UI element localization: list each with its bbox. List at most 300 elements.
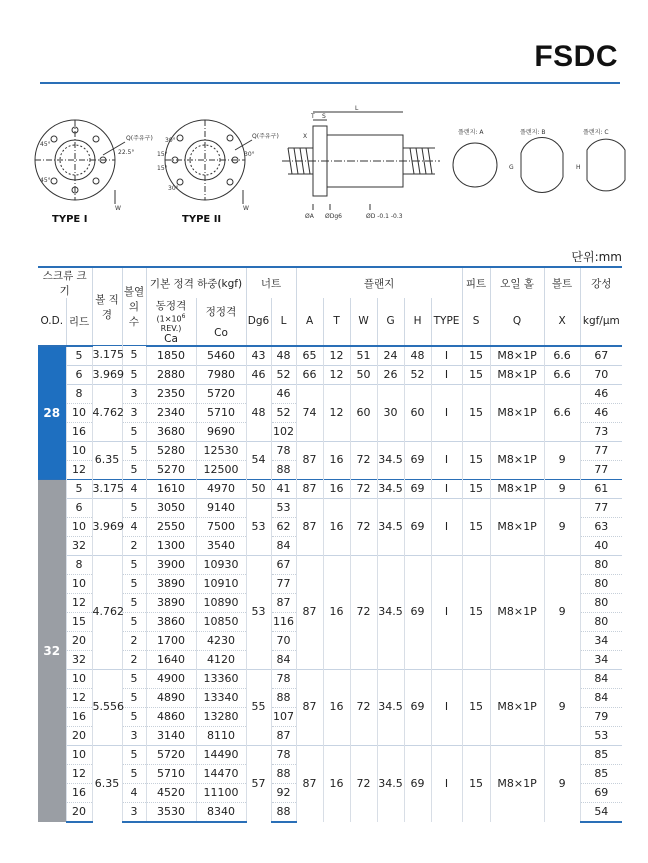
od-cell: 28 bbox=[38, 346, 66, 480]
spec-table bbox=[38, 266, 622, 823]
header-dynamic-load bbox=[146, 298, 196, 346]
ball-rows-cell: 5 bbox=[122, 707, 146, 726]
ball-rows-cell: 5 bbox=[122, 745, 146, 764]
stiffness-cell: 63 bbox=[580, 517, 622, 536]
header-stiffness: 강성 bbox=[580, 267, 622, 298]
l-cell: 77 bbox=[271, 574, 296, 593]
stiffness-cell: 80 bbox=[580, 612, 622, 631]
lead-cell: 16 bbox=[66, 707, 92, 726]
dimension-x-label: X bbox=[303, 133, 308, 140]
w-dimension-label: W bbox=[243, 205, 249, 212]
stiffness-cell: 61 bbox=[580, 479, 622, 498]
type-cell: I bbox=[431, 498, 462, 555]
dg6-cell: 53 bbox=[246, 555, 271, 669]
ca-cell: 3890 bbox=[146, 593, 196, 612]
l-cell: 84 bbox=[271, 536, 296, 555]
stiffness-cell: 85 bbox=[580, 764, 622, 783]
lead-cell: 8 bbox=[66, 555, 92, 574]
q-cell: M8×1P bbox=[490, 498, 544, 555]
ball-rows-cell: 2 bbox=[122, 631, 146, 650]
angle-label: 22.5° bbox=[118, 149, 135, 156]
ca-cell: 3900 bbox=[146, 555, 196, 574]
lead-cell: 10 bbox=[66, 669, 92, 688]
header-bolt: 볼트 bbox=[544, 267, 580, 298]
t-cell: 12 bbox=[323, 365, 350, 384]
lead-cell: 8 bbox=[66, 384, 92, 403]
l-cell: 88 bbox=[271, 764, 296, 783]
dimension-l-label: L bbox=[355, 105, 359, 112]
q-cell: M8×1P bbox=[490, 479, 544, 498]
co-cell: 10910 bbox=[196, 574, 246, 593]
g-cell: 30 bbox=[377, 384, 404, 441]
g-cell: 34.5 bbox=[377, 441, 404, 479]
ca-cell: 4900 bbox=[146, 669, 196, 688]
s-cell: 15 bbox=[462, 479, 490, 498]
type2-label: TYPE II bbox=[182, 214, 222, 225]
ca-cell: 5720 bbox=[146, 745, 196, 764]
ca-cell: 1850 bbox=[146, 346, 196, 366]
lead-cell: 20 bbox=[66, 631, 92, 650]
ball-rows-cell: 2 bbox=[122, 536, 146, 555]
q-cell: M8×1P bbox=[490, 384, 544, 441]
header-h: H bbox=[404, 298, 431, 346]
l-cell: 53 bbox=[271, 498, 296, 517]
ball-rows-cell: 5 bbox=[122, 460, 146, 479]
technical-drawing bbox=[30, 100, 630, 235]
l-cell: 107 bbox=[271, 707, 296, 726]
ball-dia-cell: 3.175 bbox=[92, 346, 122, 366]
co-cell: 10890 bbox=[196, 593, 246, 612]
angle-label: 45° bbox=[40, 177, 51, 184]
ball-rows-cell: 5 bbox=[122, 498, 146, 517]
stiffness-cell: 67 bbox=[580, 346, 622, 366]
l-cell: 116 bbox=[271, 612, 296, 631]
s-cell: 15 bbox=[462, 745, 490, 822]
l-cell: 92 bbox=[271, 783, 296, 802]
g-cell: 24 bbox=[377, 346, 404, 366]
h-cell: 69 bbox=[404, 669, 431, 745]
stiffness-cell: 54 bbox=[580, 802, 622, 822]
dimension-d-label: ØD -0.1 -0.3 bbox=[366, 213, 403, 220]
lead-cell: 16 bbox=[66, 422, 92, 441]
header-nut: 너트 bbox=[246, 267, 296, 298]
g-cell: 34.5 bbox=[377, 669, 404, 745]
dg6-cell: 57 bbox=[246, 745, 271, 822]
ball-dia-cell: 5.556 bbox=[92, 669, 122, 745]
co-cell: 5720 bbox=[196, 384, 246, 403]
w-cell: 51 bbox=[350, 346, 377, 366]
stiffness-cell: 85 bbox=[580, 745, 622, 764]
w-cell: 72 bbox=[350, 745, 377, 822]
header-l: L bbox=[271, 298, 296, 346]
static-label: 정정격 bbox=[205, 305, 237, 318]
co-cell: 10850 bbox=[196, 612, 246, 631]
header-a: A bbox=[296, 298, 323, 346]
co-cell: 10930 bbox=[196, 555, 246, 574]
header-lead: 리드 bbox=[66, 298, 92, 346]
stiffness-cell: 77 bbox=[580, 460, 622, 479]
ca-cell: 4890 bbox=[146, 688, 196, 707]
angle-label: 30° bbox=[168, 185, 179, 192]
co-cell: 12500 bbox=[196, 460, 246, 479]
header-oil-hole: 오일 홀 bbox=[490, 267, 544, 298]
stiffness-cell: 80 bbox=[580, 574, 622, 593]
w-dimension-label: W bbox=[115, 205, 121, 212]
header-g: G bbox=[377, 298, 404, 346]
l-cell: 78 bbox=[271, 669, 296, 688]
l-cell: 84 bbox=[271, 650, 296, 669]
flange-b-label: 플랜지: B bbox=[520, 129, 546, 136]
table-row bbox=[38, 384, 622, 403]
l-cell: 67 bbox=[271, 555, 296, 574]
lead-cell: 5 bbox=[66, 479, 92, 498]
flange-a-drawing bbox=[453, 143, 497, 187]
header-s: S bbox=[462, 298, 490, 346]
lead-cell: 12 bbox=[66, 688, 92, 707]
stiffness-cell: 77 bbox=[580, 498, 622, 517]
type1-flange-drawing bbox=[35, 120, 125, 204]
x-cell: 6.6 bbox=[544, 346, 580, 366]
lead-cell: 10 bbox=[66, 574, 92, 593]
l-cell: 46 bbox=[271, 384, 296, 403]
stiffness-cell: 53 bbox=[580, 726, 622, 745]
ca-cell: 3890 bbox=[146, 574, 196, 593]
h-cell: 52 bbox=[404, 365, 431, 384]
ca-cell: 3860 bbox=[146, 612, 196, 631]
lead-cell: 6 bbox=[66, 498, 92, 517]
s-cell: 15 bbox=[462, 555, 490, 669]
stiffness-cell: 84 bbox=[580, 688, 622, 707]
header-od: O.D. bbox=[38, 298, 66, 346]
a-cell: 87 bbox=[296, 479, 323, 498]
type-cell: I bbox=[431, 479, 462, 498]
t-cell: 12 bbox=[323, 384, 350, 441]
type-cell: I bbox=[431, 745, 462, 822]
header-stiffness-unit: kgf/μm bbox=[580, 298, 622, 346]
l-cell: 88 bbox=[271, 460, 296, 479]
header-ball-rows: 볼열 의 수 bbox=[122, 267, 146, 346]
g-cell: 34.5 bbox=[377, 745, 404, 822]
lead-cell: 32 bbox=[66, 650, 92, 669]
table-row bbox=[38, 498, 622, 517]
l-cell: 52 bbox=[271, 403, 296, 422]
ca-cell: 3050 bbox=[146, 498, 196, 517]
dimension-s-label: S bbox=[322, 113, 326, 120]
stiffness-cell: 77 bbox=[580, 441, 622, 460]
l-cell: 88 bbox=[271, 802, 296, 822]
stiffness-cell: 46 bbox=[580, 403, 622, 422]
ca-cell: 1610 bbox=[146, 479, 196, 498]
ball-rows-cell: 5 bbox=[122, 365, 146, 384]
co-cell: 5710 bbox=[196, 403, 246, 422]
ball-rows-cell: 5 bbox=[122, 441, 146, 460]
a-cell: 66 bbox=[296, 365, 323, 384]
table-row bbox=[38, 346, 622, 366]
q-cell: M8×1P bbox=[490, 346, 544, 366]
l-cell: 52 bbox=[271, 365, 296, 384]
co-cell: 7980 bbox=[196, 365, 246, 384]
lead-cell: 10 bbox=[66, 745, 92, 764]
type1-label: TYPE I bbox=[52, 214, 88, 225]
oil-port-label: Q(주유구) bbox=[252, 133, 279, 140]
x-cell: 6.6 bbox=[544, 384, 580, 441]
flange-c-label: 플랜지: C bbox=[583, 129, 609, 136]
co-cell: 9690 bbox=[196, 422, 246, 441]
page-title: FSDC bbox=[534, 40, 618, 73]
angle-label: 45° bbox=[40, 141, 51, 148]
angle-label: 30° bbox=[165, 137, 176, 144]
co-cell: 12530 bbox=[196, 441, 246, 460]
type-cell: I bbox=[431, 384, 462, 441]
s-cell: 15 bbox=[462, 498, 490, 555]
spec-table-body bbox=[38, 346, 622, 822]
g-cell: 34.5 bbox=[377, 555, 404, 669]
g-cell: 34.5 bbox=[377, 479, 404, 498]
w-cell: 72 bbox=[350, 555, 377, 669]
flange-c-drawing bbox=[587, 139, 625, 191]
h-cell: 60 bbox=[404, 384, 431, 441]
stiffness-cell: 70 bbox=[580, 365, 622, 384]
h-cell: 48 bbox=[404, 346, 431, 366]
ball-rows-cell: 5 bbox=[122, 555, 146, 574]
w-cell: 72 bbox=[350, 669, 377, 745]
lead-cell: 12 bbox=[66, 764, 92, 783]
ca-cell: 1700 bbox=[146, 631, 196, 650]
w-cell: 72 bbox=[350, 441, 377, 479]
ca-cell: 5270 bbox=[146, 460, 196, 479]
w-cell: 72 bbox=[350, 498, 377, 555]
dg6-cell: 43 bbox=[246, 346, 271, 366]
oil-port-label: Q(주유구) bbox=[126, 135, 153, 142]
ball-rows-cell: 2 bbox=[122, 650, 146, 669]
ca-cell: 5280 bbox=[146, 441, 196, 460]
stiffness-cell: 84 bbox=[580, 669, 622, 688]
h-cell: 69 bbox=[404, 498, 431, 555]
header-dg6: Dg6 bbox=[246, 298, 271, 346]
dg6-cell: 54 bbox=[246, 441, 271, 479]
lead-cell: 20 bbox=[66, 802, 92, 822]
x-cell: 9 bbox=[544, 441, 580, 479]
h-cell: 69 bbox=[404, 479, 431, 498]
q-cell: M8×1P bbox=[490, 745, 544, 822]
ball-dia-cell: 4.762 bbox=[92, 384, 122, 441]
header-ball-dia: 볼 직경 bbox=[92, 267, 122, 346]
s-cell: 15 bbox=[462, 384, 490, 441]
header-t: T bbox=[323, 298, 350, 346]
ball-dia-cell: 3.175 bbox=[92, 479, 122, 498]
t-cell: 12 bbox=[323, 346, 350, 366]
dimension-t-label: T bbox=[311, 113, 315, 120]
ball-rows-cell: 3 bbox=[122, 384, 146, 403]
stiffness-cell: 79 bbox=[580, 707, 622, 726]
ball-rows-cell: 4 bbox=[122, 783, 146, 802]
header-type: TYPE bbox=[431, 298, 462, 346]
l-cell: 78 bbox=[271, 745, 296, 764]
co-cell: 9140 bbox=[196, 498, 246, 517]
ball-rows-cell: 5 bbox=[122, 612, 146, 631]
co-cell: 7500 bbox=[196, 517, 246, 536]
a-cell: 65 bbox=[296, 346, 323, 366]
ball-rows-cell: 3 bbox=[122, 403, 146, 422]
lead-cell: 20 bbox=[66, 726, 92, 745]
ca-cell: 3680 bbox=[146, 422, 196, 441]
lead-cell: 10 bbox=[66, 403, 92, 422]
angle-label: 30° bbox=[244, 151, 255, 158]
lead-cell: 12 bbox=[66, 460, 92, 479]
co-cell: 13340 bbox=[196, 688, 246, 707]
type-cell: I bbox=[431, 441, 462, 479]
q-cell: M8×1P bbox=[490, 669, 544, 745]
dg6-cell: 50 bbox=[246, 479, 271, 498]
dimension-dg6-label: ØDg6 bbox=[325, 213, 342, 220]
l-cell: 87 bbox=[271, 726, 296, 745]
t-cell: 16 bbox=[323, 669, 350, 745]
lead-cell: 15 bbox=[66, 612, 92, 631]
ball-rows-cell: 5 bbox=[122, 422, 146, 441]
flange-a-label: 플랜지: A bbox=[458, 129, 484, 136]
w-cell: 72 bbox=[350, 479, 377, 498]
header-static-load bbox=[196, 298, 246, 346]
ca-label: Ca bbox=[164, 332, 178, 345]
type-cell: I bbox=[431, 365, 462, 384]
dynamic-unit: ($1\times 10^6$ REV.) bbox=[156, 313, 186, 333]
l-cell: 87 bbox=[271, 593, 296, 612]
header-q: Q bbox=[490, 298, 544, 346]
ca-cell: 1640 bbox=[146, 650, 196, 669]
dg6-cell: 55 bbox=[246, 669, 271, 745]
header-flange: 플랜지 bbox=[296, 267, 462, 298]
lead-cell: 5 bbox=[66, 346, 92, 366]
ball-dia-cell: 3.969 bbox=[92, 498, 122, 555]
ball-rows-cell: 5 bbox=[122, 346, 146, 366]
w-cell: 60 bbox=[350, 384, 377, 441]
co-cell: 4120 bbox=[196, 650, 246, 669]
flange-b-drawing bbox=[521, 138, 563, 193]
a-cell: 74 bbox=[296, 384, 323, 441]
t-cell: 16 bbox=[323, 745, 350, 822]
type-cell: I bbox=[431, 669, 462, 745]
x-cell: 9 bbox=[544, 555, 580, 669]
q-cell: M8×1P bbox=[490, 555, 544, 669]
co-cell: 14470 bbox=[196, 764, 246, 783]
stiffness-cell: 46 bbox=[580, 384, 622, 403]
g-cell: 26 bbox=[377, 365, 404, 384]
ca-cell: 4860 bbox=[146, 707, 196, 726]
co-cell: 4970 bbox=[196, 479, 246, 498]
x-cell: 9 bbox=[544, 669, 580, 745]
s-cell: 15 bbox=[462, 441, 490, 479]
ball-dia-cell: 3.969 bbox=[92, 365, 122, 384]
header-pitch: 피트 bbox=[462, 267, 490, 298]
header-w: W bbox=[350, 298, 377, 346]
title-rule bbox=[40, 82, 620, 84]
t-cell: 16 bbox=[323, 555, 350, 669]
lead-cell: 10 bbox=[66, 441, 92, 460]
l-cell: 62 bbox=[271, 517, 296, 536]
q-cell: M8×1P bbox=[490, 441, 544, 479]
type-cell: I bbox=[431, 555, 462, 669]
stiffness-cell: 34 bbox=[580, 650, 622, 669]
table-row bbox=[38, 555, 622, 574]
l-cell: 70 bbox=[271, 631, 296, 650]
co-cell: 8340 bbox=[196, 802, 246, 822]
ball-rows-cell: 4 bbox=[122, 517, 146, 536]
x-cell: 9 bbox=[544, 745, 580, 822]
ca-cell: 2550 bbox=[146, 517, 196, 536]
a-cell: 87 bbox=[296, 498, 323, 555]
table-row bbox=[38, 365, 622, 384]
dimension-a-label: ØA bbox=[305, 213, 314, 220]
stiffness-cell: 80 bbox=[580, 555, 622, 574]
a-cell: 87 bbox=[296, 555, 323, 669]
stiffness-cell: 40 bbox=[580, 536, 622, 555]
table-row bbox=[38, 441, 622, 460]
l-cell: 78 bbox=[271, 441, 296, 460]
co-cell: 14490 bbox=[196, 745, 246, 764]
s-cell: 15 bbox=[462, 365, 490, 384]
x-cell: 6.6 bbox=[544, 365, 580, 384]
h-cell: 69 bbox=[404, 441, 431, 479]
dg6-cell: 46 bbox=[246, 365, 271, 384]
ball-rows-cell: 5 bbox=[122, 669, 146, 688]
co-cell: 13360 bbox=[196, 669, 246, 688]
lead-cell: 12 bbox=[66, 593, 92, 612]
table-row bbox=[38, 669, 622, 688]
h-cell: 69 bbox=[404, 555, 431, 669]
od-cell: 32 bbox=[38, 479, 66, 822]
ball-dia-cell: 6.35 bbox=[92, 441, 122, 479]
dg6-cell: 53 bbox=[246, 498, 271, 555]
lead-cell: 32 bbox=[66, 536, 92, 555]
g-dimension-label: G bbox=[509, 164, 514, 171]
s-cell: 15 bbox=[462, 669, 490, 745]
l-cell: 48 bbox=[271, 346, 296, 366]
stiffness-cell: 34 bbox=[580, 631, 622, 650]
co-cell: 3540 bbox=[196, 536, 246, 555]
lead-cell: 10 bbox=[66, 517, 92, 536]
ca-cell: 2880 bbox=[146, 365, 196, 384]
x-cell: 9 bbox=[544, 479, 580, 498]
co-cell: 5460 bbox=[196, 346, 246, 366]
lead-cell: 6 bbox=[66, 365, 92, 384]
header-screw-size: 스크류 크기 bbox=[38, 267, 92, 298]
co-label: Co bbox=[214, 326, 228, 339]
dynamic-label: 동정격 bbox=[155, 300, 187, 312]
co-cell: 4230 bbox=[196, 631, 246, 650]
ca-cell: 2350 bbox=[146, 384, 196, 403]
l-cell: 102 bbox=[271, 422, 296, 441]
unit-label: 단위:mm bbox=[571, 250, 622, 264]
h-cell: 69 bbox=[404, 745, 431, 822]
co-cell: 8110 bbox=[196, 726, 246, 745]
angle-label: 15° bbox=[157, 151, 168, 158]
co-cell: 11100 bbox=[196, 783, 246, 802]
angle-label: 15° bbox=[157, 165, 168, 172]
ca-cell: 3530 bbox=[146, 802, 196, 822]
ca-cell: 1300 bbox=[146, 536, 196, 555]
l-cell: 88 bbox=[271, 688, 296, 707]
ca-cell: 2340 bbox=[146, 403, 196, 422]
x-cell: 9 bbox=[544, 498, 580, 555]
lead-cell: 16 bbox=[66, 783, 92, 802]
stiffness-cell: 73 bbox=[580, 422, 622, 441]
a-cell: 87 bbox=[296, 745, 323, 822]
ball-rows-cell: 3 bbox=[122, 726, 146, 745]
t-cell: 16 bbox=[323, 498, 350, 555]
header-x: X bbox=[544, 298, 580, 346]
stiffness-cell: 80 bbox=[580, 593, 622, 612]
ca-cell: 3140 bbox=[146, 726, 196, 745]
